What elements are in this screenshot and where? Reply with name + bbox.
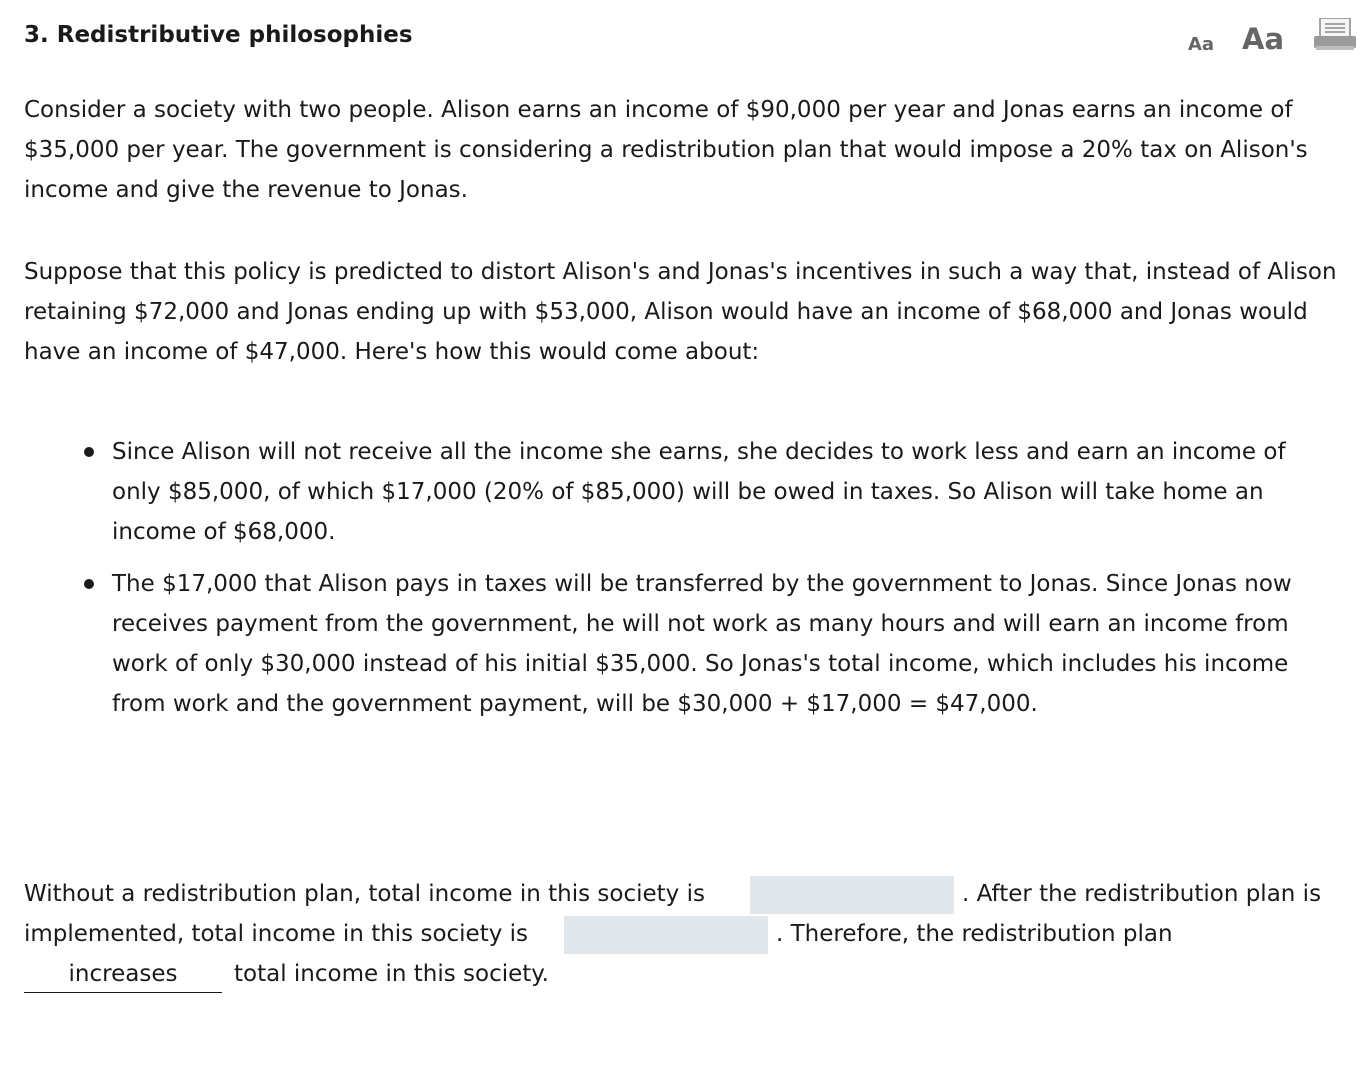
question-text-2: . After the redistribution plan is	[962, 881, 1322, 907]
print-icon[interactable]	[1314, 18, 1358, 54]
list-item-text: The $17,000 that Alison pays in taxes will be transferred by the government to Jonas. Since Jonas now receives payment from the government, he will not work as many hours and will earn an income from work of only $30,000 instead of his initial $35,000. So Jonas's total income, which includes his income from work and the government payment, will be $30,000 + $17,000 = $47,000.	[112, 571, 1292, 717]
bullet-icon	[84, 447, 94, 457]
list-item	[82, 432, 1294, 552]
explanation-list	[82, 432, 1294, 736]
dropdown-selected-value: increases	[68, 961, 178, 987]
list-item	[82, 564, 1294, 724]
bullet-icon	[84, 579, 94, 589]
question-text-5: total income in this society.	[234, 961, 549, 987]
total-income-without-plan-input[interactable]	[750, 876, 954, 914]
intro-paragraph-2: Suppose that this policy is predicted to distort Alison's and Jonas's incentives in such a way that, instead of Alison retaining $72,000 and Jonas ending up with $53,000, Alison would have an income of $68,000 and Jonas would have an income of $47,000. Here's how this would come about:	[24, 259, 1337, 365]
effect-dropdown[interactable]	[24, 954, 222, 993]
question-text-4: . Therefore, the redistribution plan	[776, 921, 1173, 947]
question-text-1: Without a redistribution plan, total income in this society is	[24, 881, 705, 907]
increase-font-button[interactable]: Aa	[1242, 22, 1285, 56]
question-title: 3. Redistributive philosophies	[24, 22, 413, 48]
decrease-font-button[interactable]: Aa	[1188, 34, 1215, 55]
list-item-text: Since Alison will not receive all the income she earns, she decides to work less and earn an income of only $85,000, of which $17,000 (20% of $85,000) will be owed in taxes. So Alison will take home an income of $68,000.	[112, 439, 1286, 545]
total-income-with-plan-input[interactable]	[564, 916, 768, 954]
question-text-3: implemented, total income in this society is	[24, 921, 529, 947]
intro-paragraph-1: Consider a society with two people. Alison earns an income of $90,000 per year and Jonas earns an income of $35,000 per year. The government is considering a redistribution plan that would impose a 20% tax on Alison's income and give the revenue to Jonas.	[24, 97, 1308, 203]
